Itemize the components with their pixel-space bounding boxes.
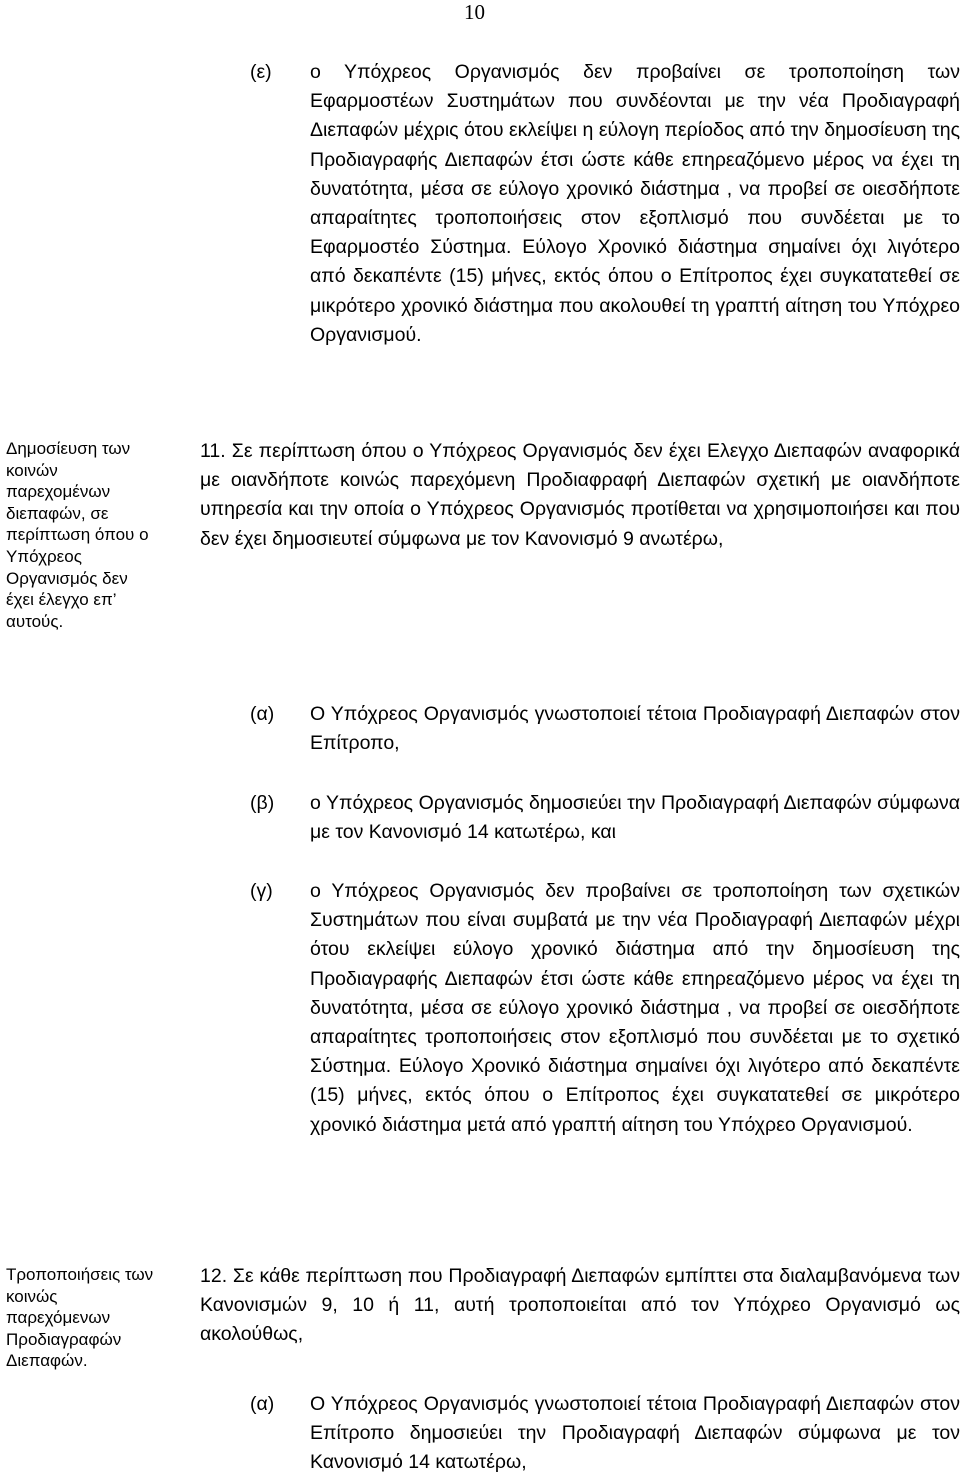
paragraph-12a bbox=[250, 1390, 960, 1478]
item-label-a2: (α) bbox=[250, 1393, 275, 1415]
item-label-c: (γ) bbox=[250, 880, 273, 902]
item-label-a: (α) bbox=[250, 703, 275, 725]
paragraph-11c bbox=[250, 877, 960, 1140]
paragraph-11a bbox=[250, 700, 960, 758]
paragraph-11: 11. Σε περίπτωση όπου ο Υπόχρεος Οργανισμός δεν έχει Ελεγχο Διεπαφών αναφορικά με οιανδήποτε κοινώς παρεχόμενη Προδιαφραφή Διεπαφών σχετική με οιανδήποτε υπηρεσία και την οποία ο Υπόχρεος Οργανισμός προτίθεται να χρησιμοποιήσει και που δεν έχει δημοσιευτεί σύμφωνα με τον Κανονισμό 9 ανωτέρω, bbox=[200, 440, 960, 550]
paragraph-11b bbox=[250, 789, 960, 847]
item-label-b: (β) bbox=[250, 792, 275, 814]
page-number: 10 bbox=[464, 0, 485, 24]
margin-note-publication: Δημοσίευση των κοινών παρεχομένων διεπαφών, σε περίπτωση όπου ο Υπόχρεος Οργανισμός δεν έχει έλεγχο επ’ αυτούς. bbox=[6, 439, 149, 631]
paragraph-10e bbox=[250, 58, 960, 350]
paragraph-11c-text: ο Υπόχρεος Οργανισμός δεν προβαίνει σε τροποποίηση των σχετικών Συστημάτων που είναι συμβατά με την νέα Προδιαγραφή Διεπαφών μέχρι ότου εκλείψει εύλογο χρονικό διάστημα από την δημοσίευση της Προδιαγραφής Διεπαφών έτσι ώστε κάθε επηρεαζόμενο μέρος να έχει τη δυνατότητα, μέσα σε εύλογο χρονικό διάστημα , να προβεί σε οιεσδήποτε απαραίτητες τροποποιήσεις στον εξοπλισμό που συνδέεται με το σχετικό Σύστημα. Εύλογο Χρονικό διάστημα σημαίνει όχι λιγότερο από δεκαπέντε (15) μήνες, εκτός όπου ο Επίτροπος έχει συγκατατεθεί σε μικρότερο χρονικό διάστημα μετά από γραπτή αίτηση του Υπόχρεο Οργανισμού. bbox=[310, 880, 960, 1136]
item-label-e: (ε) bbox=[250, 61, 272, 83]
margin-note-amendments: Τροποποιήσεις των κοινώς παρεχόμενων Προδιαγραφών Διεπαφών. bbox=[6, 1265, 154, 1371]
paragraph-11a-text: Ο Υπόχρεος Οργανισμός γνωστοποιεί τέτοια Προδιαγραφή Διεπαφών στον Επίτροπο, bbox=[310, 703, 960, 755]
paragraph-12a-text: Ο Υπόχρεος Οργανισμός γνωστοποιεί τέτοια Προδιαγραφή Διεπαφών στον Επίτροπο δημοσιεύει την Προδιαγραφή Διεπαφών σύμφωνα με τον Κανονισμό 14 κατωτέρω, bbox=[310, 1393, 960, 1474]
paragraph-12: 12. Σε κάθε περίπτωση που Προδιαγραφή Διεπαφών εμπίπτει στα διαλαμβανόμενα των Κανονισμών 9, 10 ή 11, αυτή τροποποιείται από τον Υπόχρεο Οργανισμό ως ακολούθως, bbox=[200, 1265, 960, 1346]
paragraph-10e-text: ο Υπόχρεος Οργανισμός δεν προβαίνει σε τροποποίηση των Εφαρμοστέων Συστημάτων που συνδέονται με την νέα Προδιαγραφή Διεπαφών μέχρις ότου εκλείψει η εύλογη περίοδος από την δημοσίευση της Προδιαγραφής Διεπαφών έτσι ώστε κάθε επηρεαζόμενο μέρος να έχει τη δυνατότητα, μέσα σε εύλογο χρονικό διάστημα , να προβεί σε οιεσδήποτε απαραίτητες τροποποιήσεις στον εξοπλισμό που συνδέεται με το Εφαρμοστέο Σύστημα. Εύλογο Χρονικό διάστημα σημαίνει όχι λιγότερο από δεκαπέντε (15) μήνες, εκτός όπου ο Επίτροπος έχει συγκατατεθεί σε μικρότερο χρονικό διάστημα που ακολουθεί τη γραπτή αίτηση του Υπόχρεο Οργανισμού. bbox=[310, 61, 960, 346]
paragraph-11b-text: ο Υπόχρεος Οργανισμός δημοσιεύει την Προδιαγραφή Διεπαφών σύμφωνα με τον Κανονισμό 14 κατωτέρω, και bbox=[310, 792, 960, 844]
